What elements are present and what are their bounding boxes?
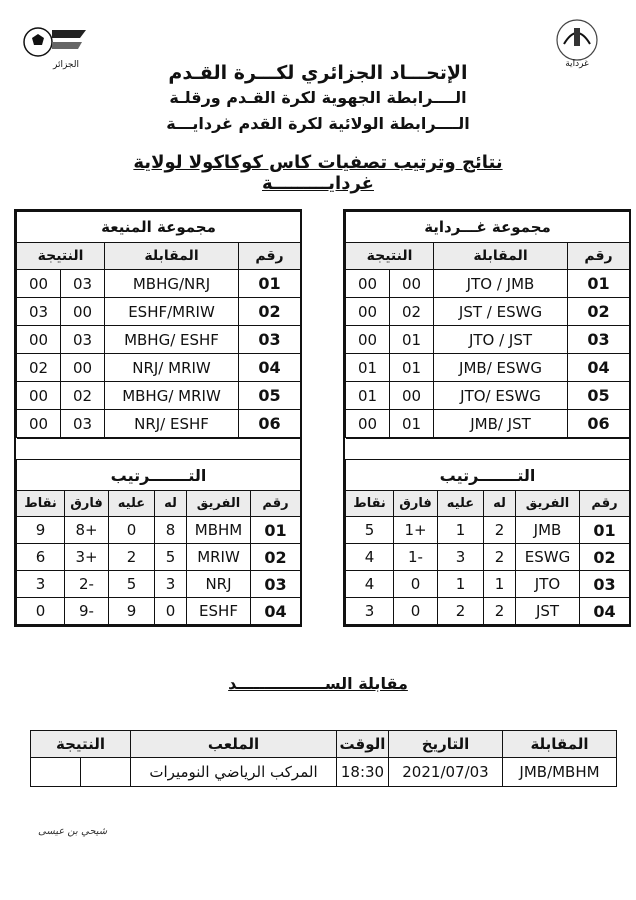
team-cell: JST <box>516 598 580 625</box>
match-row <box>17 298 301 326</box>
match-cell: NRJ/ MRIW <box>105 354 239 382</box>
regional-league-logo-text: غرداية <box>565 59 589 69</box>
final-result-cell <box>31 758 81 787</box>
match-row <box>346 382 630 410</box>
for-cell: 2 <box>484 517 516 544</box>
group-menia-standings-table <box>16 438 301 625</box>
match-header: المقابلة <box>434 243 568 270</box>
federation-logo <box>22 22 88 70</box>
federation-name: الإتحـــاد الجزائري لكـــرة القـدم <box>168 62 468 84</box>
num-cell: 03 <box>239 326 301 354</box>
against-cell: 1 <box>438 517 484 544</box>
diff-cell: 2- <box>65 571 109 598</box>
points-cell: 0 <box>17 598 65 625</box>
wilaya-league-name: الــــرابطة الولائية لكرة القدم غردايـــة <box>166 114 470 133</box>
group-title: مجموعة غـــرداية <box>346 212 630 243</box>
team-cell: ESWG <box>516 544 580 571</box>
score-cell: 00 <box>17 410 61 438</box>
match-cell: ESHF/MRIW <box>105 298 239 326</box>
num-cell: 01 <box>251 517 301 544</box>
final-match-row <box>31 758 617 787</box>
num-cell: 04 <box>568 354 630 382</box>
document-title: نتائج وترتيب تصفيات كاس كوكاكولا لولاية غردايـــــــــة <box>133 152 503 194</box>
final-time-header: الوقت <box>337 731 389 758</box>
score-cell: 00 <box>346 270 390 298</box>
group-title: مجموعة المنيعة <box>17 212 301 243</box>
score-cell: 00 <box>346 410 390 438</box>
team-cell: MBHM <box>187 517 251 544</box>
match-cell: JMB/ ESWG <box>434 354 568 382</box>
final-time-cell: 18:30 <box>337 758 389 787</box>
num-cell: 06 <box>568 410 630 438</box>
final-match-header: المقابلة <box>503 731 617 758</box>
ranking-title: التـــــــرتيب <box>17 460 301 491</box>
match-row <box>346 270 630 298</box>
regional-league-logo <box>546 14 608 70</box>
against-cell: 9 <box>109 598 155 625</box>
score-cell: 00 <box>390 382 434 410</box>
num-header: رقم <box>239 243 301 270</box>
standing-row <box>17 571 301 598</box>
result-header: النتيجة <box>17 243 105 270</box>
score-cell: 00 <box>61 354 105 382</box>
final-match-table <box>30 730 617 787</box>
final-result-header: النتيجة <box>31 731 131 758</box>
points-header: نقاط <box>17 491 65 517</box>
diff-cell: 1- <box>394 544 438 571</box>
num-cell: 04 <box>239 354 301 382</box>
score-cell: 02 <box>390 298 434 326</box>
points-cell: 3 <box>17 571 65 598</box>
match-row <box>17 410 301 438</box>
score-cell: 00 <box>17 326 61 354</box>
match-row <box>17 326 301 354</box>
score-cell: 03 <box>61 410 105 438</box>
num-cell: 02 <box>580 544 630 571</box>
score-cell: 01 <box>390 354 434 382</box>
match-header: المقابلة <box>105 243 239 270</box>
match-cell: JTO/ ESWG <box>434 382 568 410</box>
team-cell: ESHF <box>187 598 251 625</box>
match-cell: JTO / JST <box>434 326 568 354</box>
match-cell: JMB/ JST <box>434 410 568 438</box>
match-row <box>346 354 630 382</box>
final-venue-cell: المركب الرياضي النوميرات <box>131 758 337 787</box>
match-cell: NRJ/ ESHF <box>105 410 239 438</box>
score-cell: 00 <box>17 270 61 298</box>
final-venue-header: الملعب <box>131 731 337 758</box>
num-cell: 04 <box>580 598 630 625</box>
match-row <box>346 410 630 438</box>
points-cell: 4 <box>346 544 394 571</box>
num-cell: 05 <box>568 382 630 410</box>
num-cell: 02 <box>251 544 301 571</box>
standing-row <box>346 544 630 571</box>
points-cell: 3 <box>346 598 394 625</box>
group-ghardaia-matches-table <box>345 211 630 438</box>
team-cell: MRIW <box>187 544 251 571</box>
match-row <box>17 270 301 298</box>
num-cell: 05 <box>239 382 301 410</box>
diff-cell: 1+ <box>394 517 438 544</box>
score-cell: 00 <box>346 326 390 354</box>
for-cell: 0 <box>155 598 187 625</box>
num-cell: 04 <box>251 598 301 625</box>
num-header: رقم <box>580 491 630 517</box>
standing-row <box>17 517 301 544</box>
team-header: الفريق <box>187 491 251 517</box>
standing-row <box>346 571 630 598</box>
regional-league-name: الــــرابطة الجهوية لكرة القـدم ورقلـة <box>169 88 467 107</box>
final-date-header: التاريخ <box>389 731 503 758</box>
team-cell: NRJ <box>187 571 251 598</box>
match-row <box>17 382 301 410</box>
final-date-cell: 2021/07/03 <box>389 758 503 787</box>
for-cell: 2 <box>484 598 516 625</box>
score-cell: 02 <box>17 354 61 382</box>
group-ghardaia-standings-table <box>345 438 630 625</box>
points-cell: 6 <box>17 544 65 571</box>
match-cell: MBHG/ ESHF <box>105 326 239 354</box>
points-cell: 5 <box>346 517 394 544</box>
against-cell: 0 <box>109 517 155 544</box>
for-cell: 8 <box>155 517 187 544</box>
score-cell: 03 <box>61 270 105 298</box>
score-cell: 02 <box>61 382 105 410</box>
match-cell: JTO / JMB <box>434 270 568 298</box>
score-cell: 01 <box>346 354 390 382</box>
diff-header: فارق <box>394 491 438 517</box>
team-cell: JMB <box>516 517 580 544</box>
standing-row <box>346 598 630 625</box>
for-cell: 3 <box>155 571 187 598</box>
group-ghardaia-panel <box>343 209 631 627</box>
num-cell: 06 <box>239 410 301 438</box>
against-header: عليه <box>438 491 484 517</box>
for-cell: 2 <box>484 544 516 571</box>
num-header: رقم <box>568 243 630 270</box>
against-cell: 2 <box>438 598 484 625</box>
team-header: الفريق <box>516 491 580 517</box>
num-header: رقم <box>251 491 301 517</box>
against-cell: 3 <box>438 544 484 571</box>
for-cell: 5 <box>155 544 187 571</box>
num-cell: 02 <box>568 298 630 326</box>
match-cell: JST / ESWG <box>434 298 568 326</box>
score-cell: 01 <box>390 326 434 354</box>
diff-cell: 9- <box>65 598 109 625</box>
score-cell: 03 <box>17 298 61 326</box>
group-menia-panel <box>14 209 302 627</box>
points-cell: 4 <box>346 571 394 598</box>
for-header: له <box>155 491 187 517</box>
diff-header: فارق <box>65 491 109 517</box>
match-cell: MBHG/ MRIW <box>105 382 239 410</box>
against-header: عليه <box>109 491 155 517</box>
against-cell: 5 <box>109 571 155 598</box>
num-cell: 02 <box>239 298 301 326</box>
diff-cell: 3+ <box>65 544 109 571</box>
against-cell: 1 <box>438 571 484 598</box>
score-cell: 00 <box>61 298 105 326</box>
score-cell: 03 <box>61 326 105 354</box>
team-cell: JTO <box>516 571 580 598</box>
num-cell: 01 <box>239 270 301 298</box>
score-cell: 01 <box>346 382 390 410</box>
num-cell: 03 <box>568 326 630 354</box>
num-cell: 03 <box>580 571 630 598</box>
score-cell: 00 <box>390 270 434 298</box>
match-row <box>346 326 630 354</box>
match-row <box>346 298 630 326</box>
num-cell: 01 <box>568 270 630 298</box>
final-result-cell <box>81 758 131 787</box>
standing-row <box>17 544 301 571</box>
match-row <box>17 354 301 382</box>
for-header: له <box>484 491 516 517</box>
final-match-cell: JMB/MBHM <box>503 758 617 787</box>
federation-logo-text: الجزائر <box>53 60 79 70</box>
score-cell: 00 <box>346 298 390 326</box>
points-header: نقاط <box>346 491 394 517</box>
score-cell: 00 <box>17 382 61 410</box>
points-cell: 9 <box>17 517 65 544</box>
result-header: النتيجة <box>346 243 434 270</box>
score-cell: 01 <box>390 410 434 438</box>
against-cell: 2 <box>109 544 155 571</box>
match-cell: MBHG/NRJ <box>105 270 239 298</box>
standing-row <box>346 517 630 544</box>
group-menia-matches-table <box>16 211 301 438</box>
num-cell: 01 <box>580 517 630 544</box>
diff-cell: 8+ <box>65 517 109 544</box>
ranking-title: التـــــــرتيب <box>346 460 630 491</box>
final-match-title: مقابلة الســــــــــــــــد <box>228 674 408 693</box>
diff-cell: 0 <box>394 571 438 598</box>
standing-row <box>17 598 301 625</box>
signature: شيحي بن عيسى <box>38 826 108 837</box>
diff-cell: 0 <box>394 598 438 625</box>
for-cell: 1 <box>484 571 516 598</box>
num-cell: 03 <box>251 571 301 598</box>
